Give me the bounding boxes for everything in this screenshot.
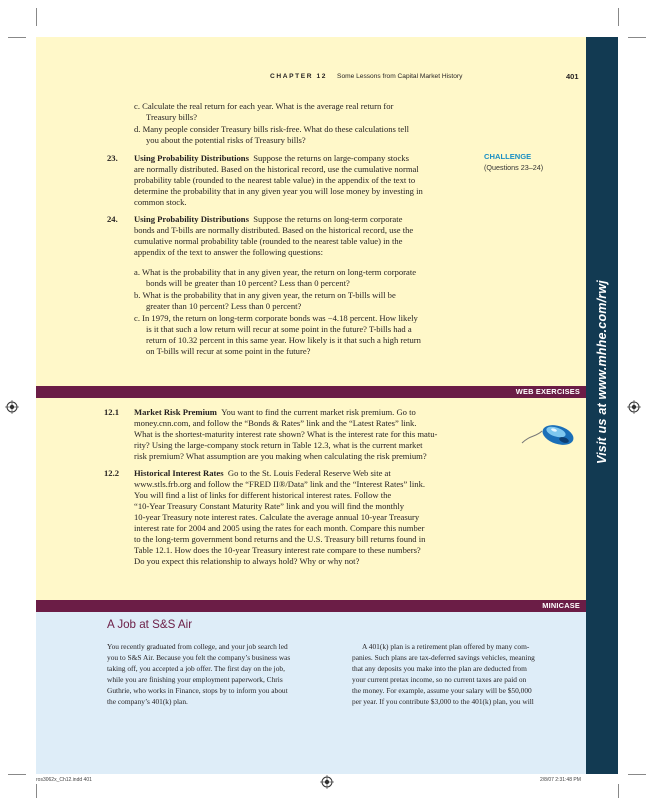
text-line: cumulative normal probability table (rounded to the nearest table value) in the bbox=[134, 236, 403, 247]
registration-mark-icon bbox=[627, 400, 641, 414]
text-line: the company’s 401(k) plan. bbox=[107, 697, 188, 707]
text-line: You recently graduated from college, and your job search led bbox=[107, 642, 288, 651]
text-line: interest rate for 2004 and 2005 using the rates for each month. Compare this number bbox=[134, 523, 425, 534]
text-line: You want to find the current market risk premium. Go to bbox=[221, 407, 416, 417]
text-line: determine the probability that in any given year you will lose money by investing in bbox=[134, 186, 423, 197]
challenge-subtitle: (Questions 23–24) bbox=[484, 163, 544, 172]
question-title: Using Probability Distributions bbox=[134, 153, 249, 163]
challenge-title: CHALLENGE bbox=[484, 152, 532, 161]
text-line: you to S&S Air. Because you felt the company’s business was bbox=[107, 653, 291, 663]
text-line: risk premium? What assumption are you making when calculating the risk premium? bbox=[134, 451, 427, 462]
web-exercises-band bbox=[36, 386, 586, 398]
page-number: 401 bbox=[566, 72, 579, 81]
crop-mark bbox=[36, 784, 37, 798]
web-exercises-label: WEB EXERCISES bbox=[515, 387, 580, 396]
text-line: d. Many people consider Treasury bills risk-free. What do these calculations tell bbox=[134, 124, 410, 134]
question-24 bbox=[134, 214, 413, 258]
question-number: 23. bbox=[107, 153, 118, 163]
text-line: You will find a list of links for different historical interest rates. Follow the bbox=[134, 490, 392, 501]
exercise-title: Market Risk Premium bbox=[134, 407, 217, 417]
crop-mark bbox=[628, 774, 646, 775]
text-line: What is the shortest-maturity interest rate shown? What is the interest rate for this matu- bbox=[134, 429, 438, 440]
text-line: probability table (rounded to the nearest table value) in the appendix of the text to bbox=[134, 175, 416, 186]
text-line: is it that such a low return will recur at some point in the future? T-bills had a bbox=[146, 324, 412, 335]
text-line: common stock. bbox=[134, 197, 187, 208]
text-line: Suppose the returns on long-term corporate bbox=[253, 214, 403, 224]
text-line: Guthrie, who works in Finance, stops by to inform you about bbox=[107, 686, 288, 696]
text-line: money.cnn.com, and follow the “Bonds & Rates” link and the “Latest Rates” link. bbox=[134, 418, 417, 429]
text-line: greater than 10 percent? Less than 0 percent? bbox=[146, 301, 302, 312]
text-line: b. What is the probability that in any given year, the return on T-bills will be bbox=[134, 290, 396, 300]
question-title: Using Probability Distributions bbox=[134, 214, 249, 224]
text-line: A 401(k) plan is a retirement plan offered by many com- bbox=[362, 642, 530, 651]
text-line: Treasury bills? bbox=[146, 112, 198, 123]
text-line: Table 12.1. How does the 10-year Treasury interest rate compare to these numbers? bbox=[134, 545, 421, 556]
text-line: a. What is the probability that in any given year, the return on long-term corporate bbox=[134, 267, 417, 277]
text-line: on T-bills will recur at some point in the future? bbox=[146, 346, 311, 357]
exercise-title: Historical Interest Rates bbox=[134, 468, 224, 478]
item-d bbox=[134, 124, 409, 146]
text-line: c. In 1979, the return on long-term corporate bonds was −4.18 percent. How likely bbox=[134, 313, 418, 323]
chapter-label: CHAPTER 12 bbox=[270, 73, 328, 80]
text-line: return of 10.32 percent in this same year. How likely is it that such a high return bbox=[146, 335, 421, 346]
text-line: bonds will be greater than 10 percent? Less than 0 percent? bbox=[146, 278, 350, 289]
text-line: Go to the St. Louis Federal Reserve Web site at bbox=[227, 468, 391, 478]
text-line: taking off, you accepted a job offer. The first day on the job, bbox=[107, 664, 285, 674]
exercise-number: 12.1 bbox=[104, 407, 120, 417]
challenge-note bbox=[484, 152, 543, 172]
chapter-title: Some Lessons from Capital Market History bbox=[337, 73, 463, 80]
minicase-column-1 bbox=[107, 641, 335, 708]
item-24c bbox=[134, 313, 421, 357]
text-line: “10-Year Treasury Constant Maturity Rate” link and you will find the monthly bbox=[134, 501, 405, 512]
sidebar-url[interactable]: Visit us at www.mhhe.com/rwj bbox=[595, 280, 609, 464]
text-line: 10-year Treasury note interest rates. Calculate the average annual 10-year Treasury bbox=[134, 512, 420, 523]
text-line: panies. Such plans are tax-deferred savings vehicles, meaning bbox=[352, 653, 535, 663]
crop-mark bbox=[8, 774, 26, 775]
question-number: 24. bbox=[107, 214, 118, 224]
footer-file-slug: ros3062x_Ch12.indd 401 bbox=[36, 777, 92, 783]
text-line: Do you expect this relationship to always hold? Why or why not? bbox=[134, 556, 360, 567]
question-23 bbox=[134, 153, 423, 208]
crop-mark bbox=[618, 8, 619, 26]
computer-mouse-icon bbox=[520, 413, 576, 451]
crop-mark bbox=[628, 37, 646, 38]
registration-mark-icon bbox=[5, 400, 19, 414]
crop-mark bbox=[8, 37, 26, 38]
crop-mark bbox=[618, 784, 619, 798]
text-line: the money. For example, assume your salary will be $50,000 bbox=[352, 686, 532, 696]
text-line: per year. If you contribute $3,000 to the 401(k) plan, you will bbox=[352, 697, 534, 707]
text-line: appendix of the text to answer the following questions: bbox=[134, 247, 324, 258]
item-24a bbox=[134, 267, 416, 289]
text-line: while you are finishing your employment paperwork, Chris bbox=[107, 675, 283, 685]
text-line: are normally distributed. Based on the historical record, use the cumulative normal bbox=[134, 164, 419, 175]
web-exercise-12-2 bbox=[134, 468, 425, 567]
minicase-title: A Job at S&S Air bbox=[107, 618, 193, 631]
text-line: bonds and T-bills are normally distributed. Based on the historical record, use the bbox=[134, 225, 414, 236]
text-line: that any deposits you make into the plan are deducted from bbox=[352, 664, 527, 674]
running-head bbox=[270, 73, 462, 80]
text-line: www.stls.frb.org and follow the “FRED II®/Data” link and the “Interest Rates” link. bbox=[134, 479, 426, 490]
web-exercise-12-1 bbox=[134, 407, 437, 462]
text-line: your current pretax income, so no current taxes are paid on bbox=[352, 675, 527, 685]
text-line: Suppose the returns on large-company stocks bbox=[253, 153, 409, 163]
item-c bbox=[134, 101, 393, 123]
text-line: to the long-term government bond returns and the U.S. Treasury bill returns found in bbox=[134, 534, 426, 545]
crop-mark bbox=[36, 8, 37, 26]
text-line: you about the potential risks of Treasury bills? bbox=[146, 135, 306, 146]
minicase-band bbox=[36, 600, 586, 612]
minicase-column-2 bbox=[352, 641, 578, 708]
minicase-label: MINICASE bbox=[542, 601, 580, 610]
text-line: rity? Using the large-company stock return in Table 12.3, what is the current market bbox=[134, 440, 423, 451]
exercise-number: 12.2 bbox=[104, 468, 120, 478]
footer-timestamp: 2/8/07 2:31:48 PM bbox=[540, 777, 581, 783]
registration-mark-icon bbox=[320, 775, 334, 789]
text-line: c. Calculate the real return for each year. What is the average real return for bbox=[134, 101, 394, 111]
item-24b bbox=[134, 290, 396, 312]
